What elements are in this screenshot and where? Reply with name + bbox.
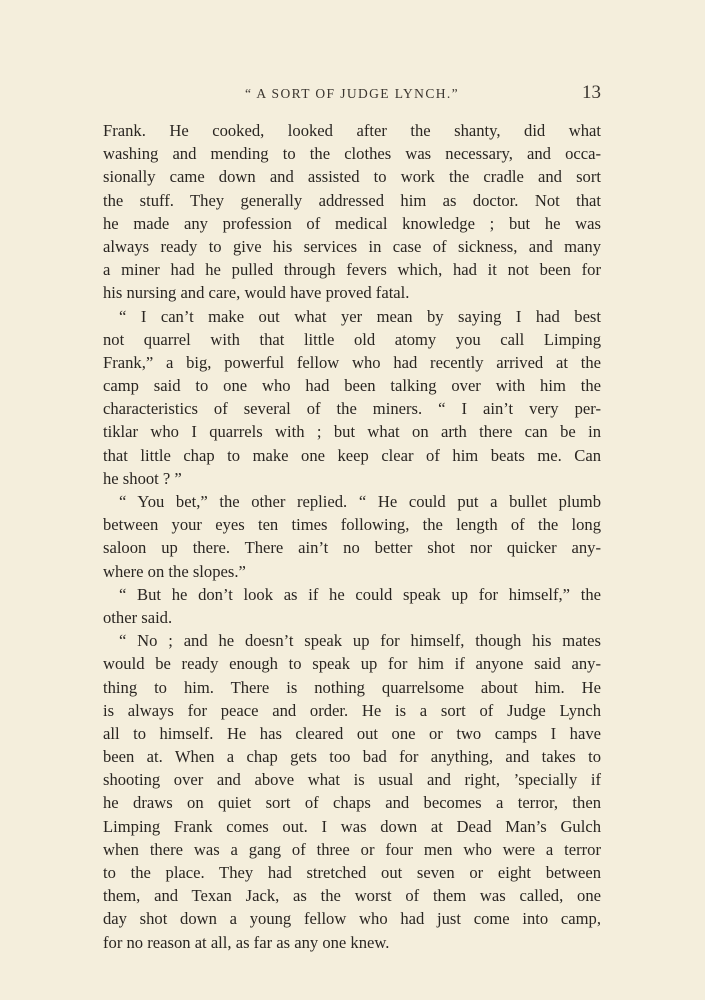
text-line: would be ready enough to speak up for him if anyone said any-: [103, 654, 601, 674]
text-line: all to himself. He has cleared out one or two camps I have: [103, 723, 601, 743]
page-number: 13: [582, 82, 601, 103]
text-line: a miner had he pulled through fevers which, had it not been for: [103, 260, 601, 280]
text-line: that little chap to make one keep clear of him beats me. Can: [103, 445, 601, 465]
running-title: “ A SORT OF JUDGE LYNCH.”: [244, 86, 460, 101]
text-line: “ No ; and he doesn’t speak up for himself, though his mates: [119, 631, 601, 651]
text-line: Frank,” a big, powerful fellow who had recently arrived at the: [103, 352, 601, 372]
text-line: the stuff. They generally addressed him as doctor. Not that: [103, 190, 601, 210]
text-line: washing and mending to the clothes was necessary, and occa-: [103, 144, 601, 164]
text-line: “ I can’t make out what yer mean by saying I had best: [119, 306, 601, 326]
text-line: shooting over and above what is usual and right, ’specially if: [103, 770, 601, 790]
text-line: camp said to one who had been talking over with him the: [103, 376, 601, 396]
text-line: where on the slopes.”: [103, 561, 246, 581]
text-line: day shot down a young fellow who had just come into camp,: [103, 909, 601, 929]
text-line: thing to him. There is nothing quarrelsome about him. He: [103, 677, 601, 697]
text-line: always ready to give his services in case of sickness, and many: [103, 236, 601, 256]
text-line: them, and Texan Jack, as the worst of them was called, one: [103, 886, 601, 906]
text-line: “ You bet,” the other replied. “ He could put a bullet plumb: [119, 492, 601, 511]
body-text: [103, 119, 601, 954]
text-line: Limping Frank comes out. I was down at Dead Man’s Gulch: [103, 816, 601, 836]
text-line: been at. When a chap gets too bad for anything, and takes to: [103, 747, 601, 767]
text-line: characteristics of several of the miners. “ I ain’t very per-: [103, 399, 601, 419]
text-line: saloon up there. There ain’t no better shot nor quicker any-: [103, 538, 601, 558]
text-line: Frank. He cooked, looked after the shanty, did what: [103, 121, 601, 140]
text-line: he draws on quiet sort of chaps and becomes a terror, then: [103, 793, 601, 813]
text-line: for no reason at all, as far as any one knew.: [103, 932, 390, 952]
text-line: other said.: [103, 607, 173, 627]
text-line: to the place. They had stretched out seven or eight between: [103, 863, 601, 882]
text-line: his nursing and care, would have proved fatal.: [103, 283, 410, 303]
text-line: he made any profession of medical knowledge ; but he was: [103, 213, 601, 233]
text-line: when there was a gang of three or four men who were a terror: [103, 839, 601, 859]
text-line: not quarrel with that little old atomy you call Limping: [103, 329, 601, 349]
text-line: he shoot ? ”: [103, 468, 182, 488]
running-header: [103, 84, 601, 106]
text-line: “ But he don’t look as if he could speak up for himself,” the: [119, 584, 601, 604]
text-line: is always for peace and order. He is a sort of Judge Lynch: [103, 700, 601, 720]
text-line: tiklar who I quarrels with ; but what on arth there can be in: [103, 422, 601, 442]
text-line: sionally came down and assisted to work the cradle and sort: [103, 167, 601, 187]
text-line: between your eyes ten times following, the length of the long: [103, 515, 601, 535]
